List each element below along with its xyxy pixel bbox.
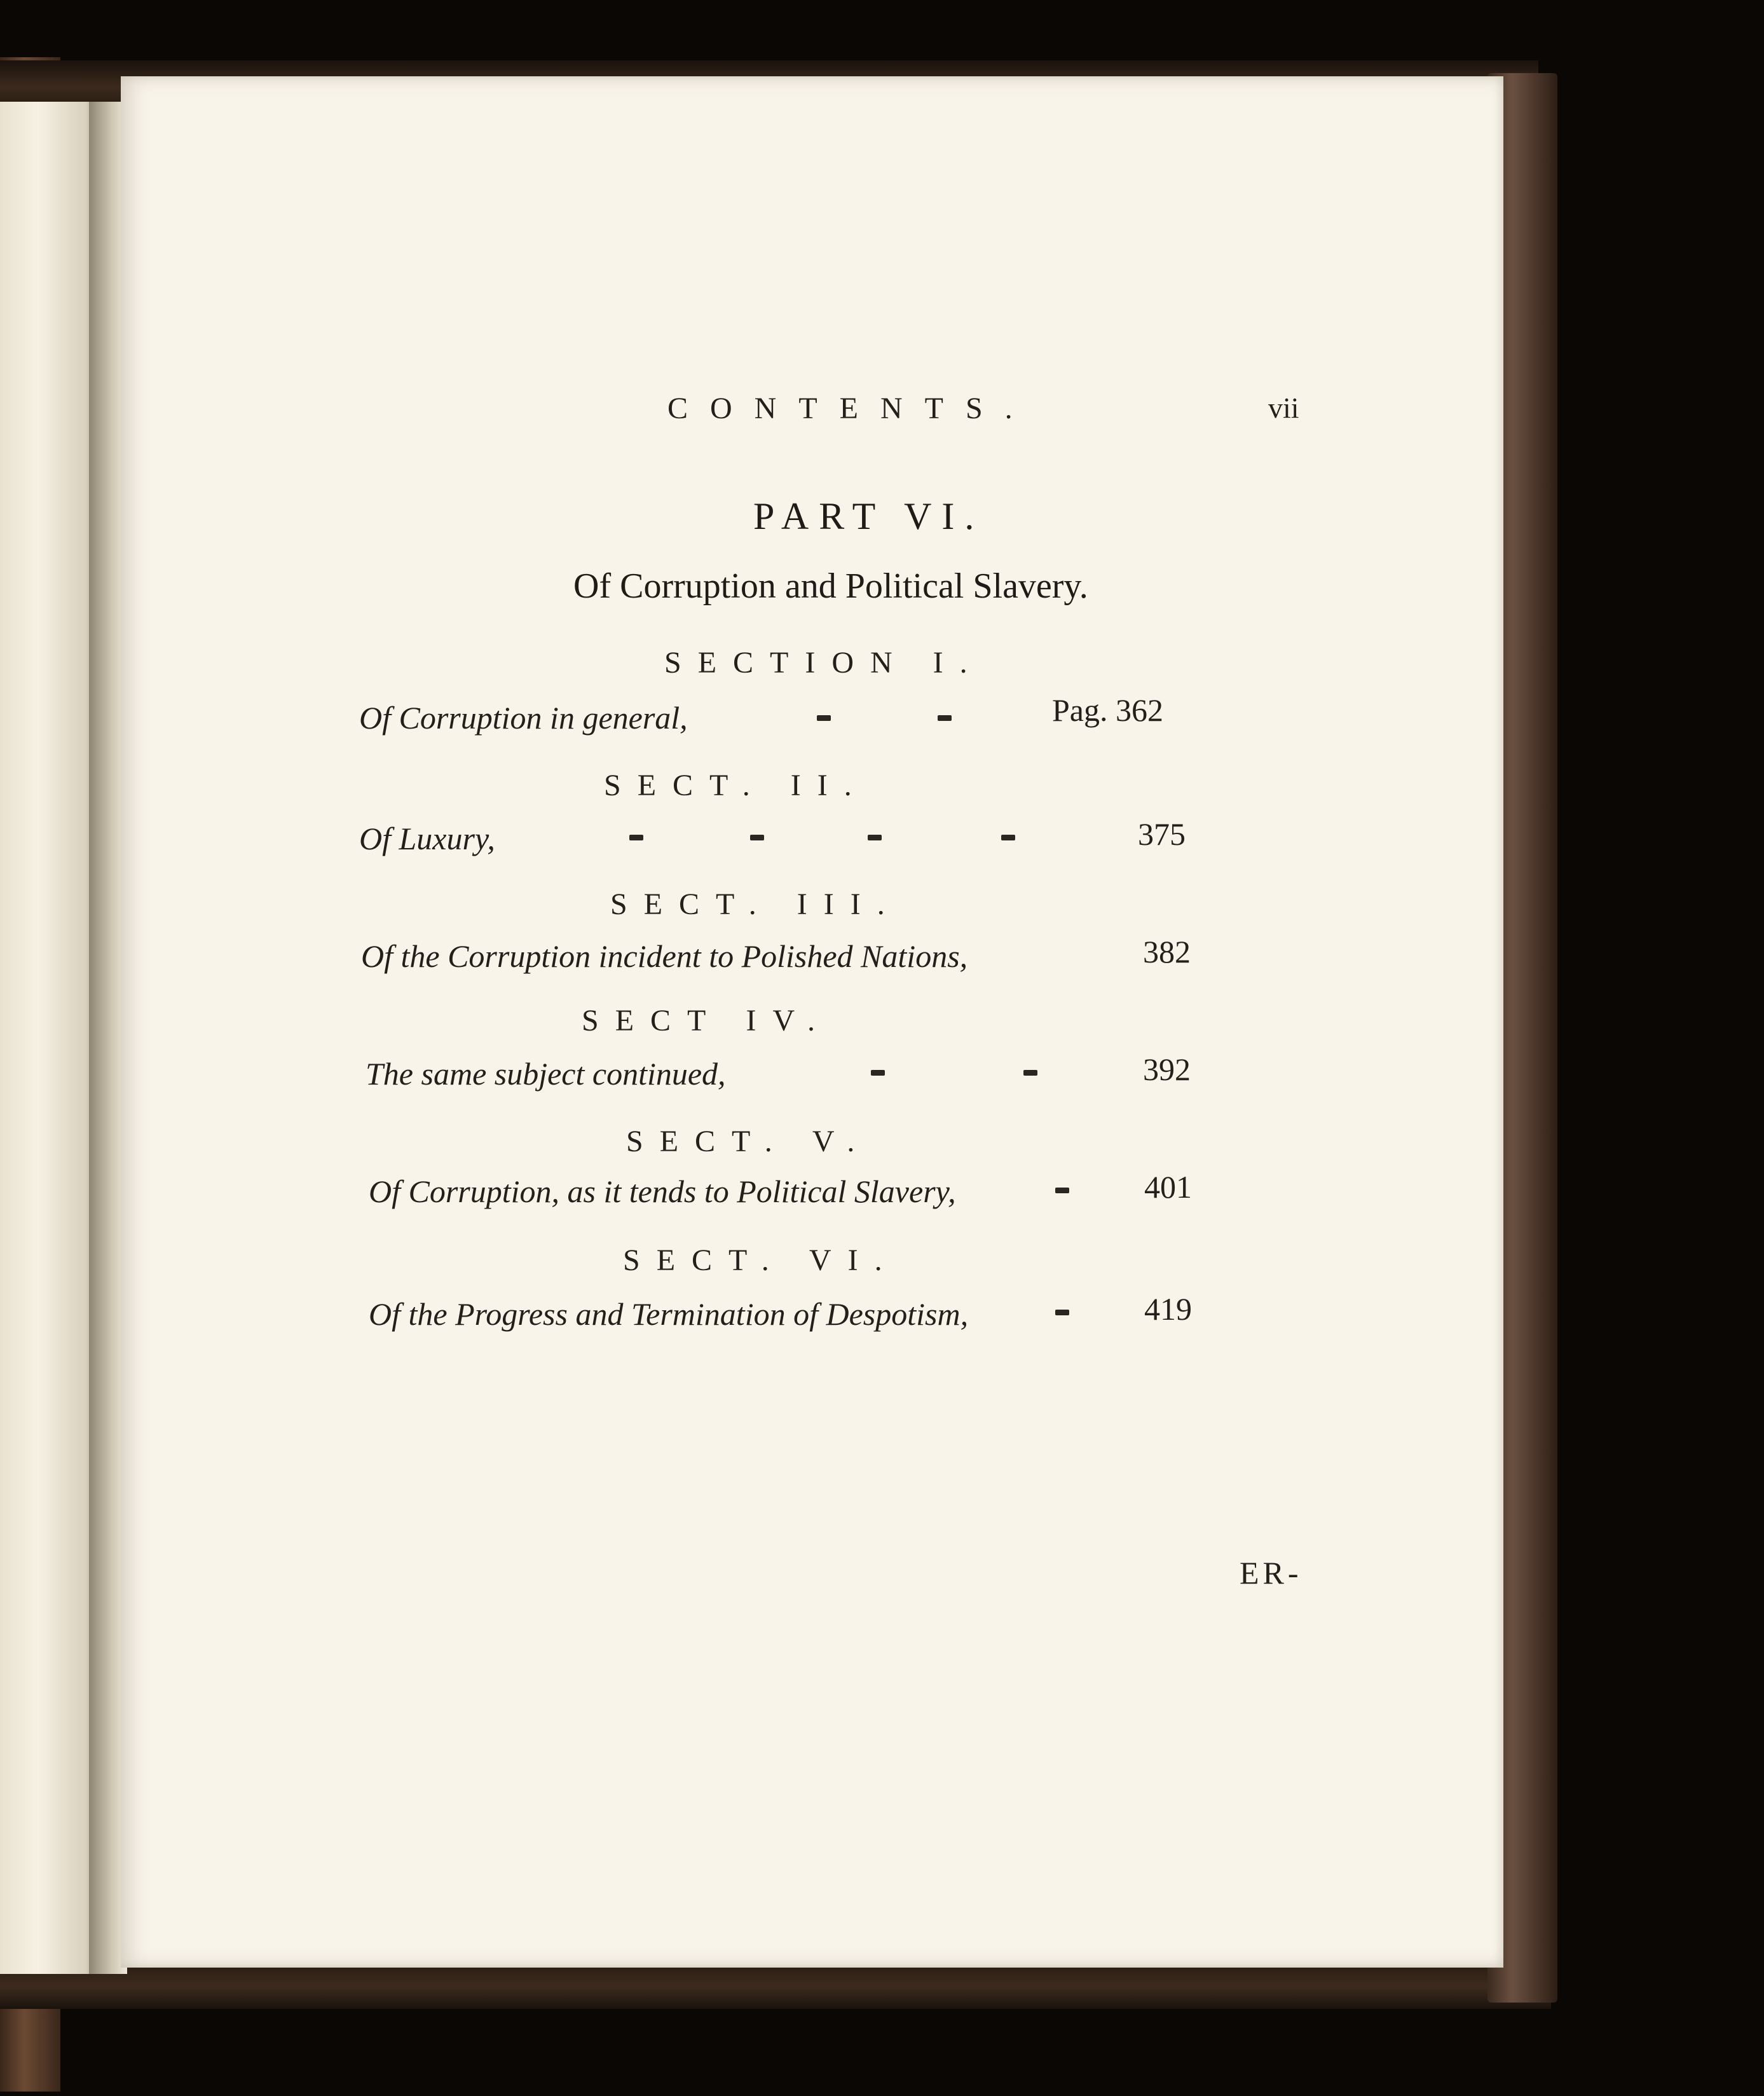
section-heading: SECTION I. xyxy=(664,646,984,680)
leader-dash xyxy=(871,1070,885,1076)
section-page: 375 xyxy=(1138,816,1186,852)
section-heading: SECT. V. xyxy=(626,1125,872,1158)
leader-dash xyxy=(817,715,831,721)
leader-dash xyxy=(1055,1188,1069,1193)
leader-dash xyxy=(868,835,882,840)
section-entry: The same subject continued, xyxy=(366,1056,726,1092)
leader-dash xyxy=(1001,835,1015,840)
leader-dash xyxy=(1055,1310,1069,1315)
section-heading: SECT IV. xyxy=(582,1004,831,1038)
section-entry: Of the Progress and Termination of Despotism, xyxy=(369,1296,969,1332)
page-number: vii xyxy=(1268,392,1299,424)
part-subtitle: Of Corruption and Political Slavery. xyxy=(573,566,1088,606)
leader-dash xyxy=(750,835,764,840)
section-entry: Of Corruption, as it tends to Political Slavery, xyxy=(369,1174,956,1209)
section-page: 392 xyxy=(1143,1051,1191,1087)
running-head: CONTENTS. xyxy=(667,392,1035,425)
left-page-edge xyxy=(0,102,95,1974)
section-heading: SECT. II. xyxy=(604,769,868,802)
section-page: 382 xyxy=(1143,934,1191,969)
leader-dash xyxy=(629,835,643,840)
section-entry: Of Corruption in general, xyxy=(359,700,688,736)
section-heading: SECT. III. xyxy=(610,887,901,921)
catchword: ER- xyxy=(1240,1555,1302,1591)
section-page: Pag. 362 xyxy=(1052,692,1163,728)
binding-bottom xyxy=(0,1964,1551,2009)
section-page: 401 xyxy=(1144,1169,1192,1205)
part-title: PART VI. xyxy=(753,495,985,537)
leader-dash xyxy=(938,715,952,721)
section-entry: Of Luxury, xyxy=(359,821,495,856)
book-page xyxy=(121,76,1503,1968)
section-heading: SECT. VI. xyxy=(623,1243,899,1277)
section-entry: Of the Corruption incident to Polished Nations, xyxy=(361,938,968,974)
section-page: 419 xyxy=(1144,1291,1192,1327)
leader-dash xyxy=(1023,1070,1037,1076)
